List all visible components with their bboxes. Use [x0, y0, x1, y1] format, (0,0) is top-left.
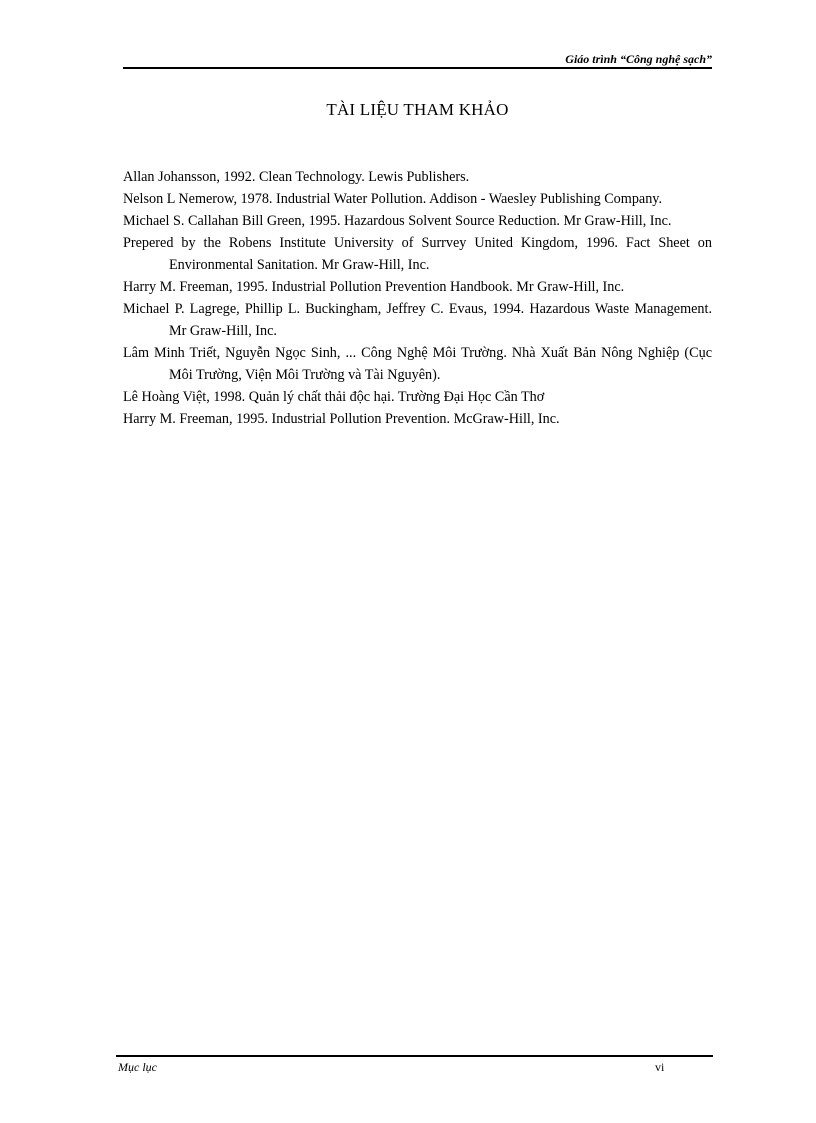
footer-section-label: Mục lục [118, 1060, 157, 1074]
reference-item: Michael S. Callahan Bill Green, 1995. Hazardous Solvent Source Reduction. Mr Graw‑Hill, Inc. [123, 213, 672, 229]
page-number: vi [655, 1060, 665, 1074]
page-title: TÀI LIỆU THAM KHẢO [326, 100, 509, 119]
footer-rule [116, 1055, 713, 1057]
reference-item: Michael P. Lagrege, Phillip L. Buckingham, Jeffrey C. Evaus, 1994. Hazardous Waste Management. Mr Graw‑Hill, Inc. [123, 301, 712, 339]
reference-item: Harry M. Freeman, 1995. Industrial Pollution Prevention Handbook. Mr Graw‑Hill, Inc. [123, 279, 625, 295]
reference-item: Nelson L Nemerow, 1978. Industrial Water Pollution. Addison ‑ Waesley Publishing Company. [123, 191, 663, 207]
header-rule [123, 67, 712, 69]
reference-item: Harry M. Freeman, 1995. Industrial Pollution Prevention. McGraw‑Hill, Inc. [123, 411, 560, 427]
reference-list [123, 166, 712, 430]
reference-item: Allan Johansson, 1992. Clean Technology. Lewis Publishers. [123, 169, 470, 185]
reference-item: Lê Hoàng Việt, 1998. Quản lý chất thải độc hại. Trường Đại Học Cần Thơ [123, 389, 545, 405]
running-header: Giáo trình “Công nghệ sạch” [565, 52, 712, 66]
reference-item: Lâm Minh Triết, Nguyễn Ngọc Sinh, ... Công Nghệ Môi Trường. Nhà Xuất Bản Nông Nghiệp (Cục Môi Trường, Viện Môi Trường và Tài Nguyên). [123, 345, 712, 383]
reference-item: Prepered by the Robens Institute University of Surrvey United Kingdom, 1996. Fact Sheet on Environmental Sanitation. Mr Graw‑Hill, Inc. [123, 235, 712, 273]
